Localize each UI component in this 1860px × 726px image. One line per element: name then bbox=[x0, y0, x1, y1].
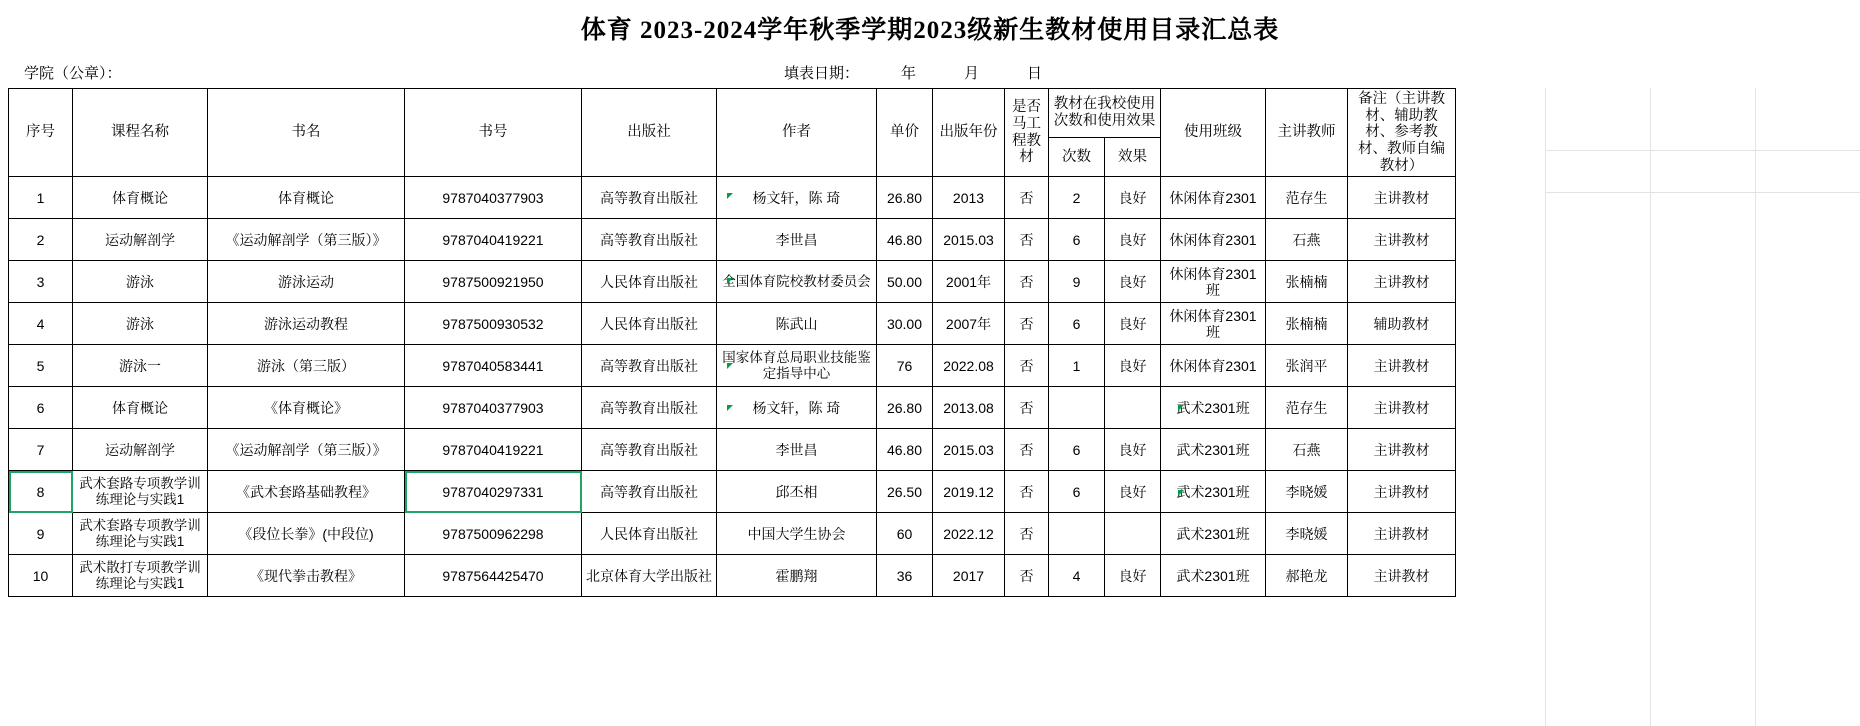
cell-isbn[interactable]: 9787500930532 bbox=[405, 303, 582, 345]
cell-publisher[interactable]: 北京体育大学出版社 bbox=[582, 555, 717, 597]
grid-hline bbox=[1545, 150, 1860, 151]
cell-pub-year[interactable]: 2015.03 bbox=[933, 219, 1005, 261]
comment-marker-icon bbox=[727, 405, 733, 411]
table-body bbox=[9, 177, 1456, 597]
table-row[interactable] bbox=[9, 513, 1456, 555]
cell-price[interactable]: 26.50 bbox=[877, 471, 933, 513]
cell-book[interactable]: 游泳（第三版） bbox=[208, 345, 405, 387]
cell-book[interactable]: 《运动解剖学（第三版）》 bbox=[208, 429, 405, 471]
cell-pub-year[interactable]: 2022.12 bbox=[933, 513, 1005, 555]
header-class: 使用班级 bbox=[1161, 89, 1266, 177]
header-remark: 备注（主讲教材、辅助教材、参考教材、教师自编教材） bbox=[1348, 89, 1456, 177]
cell-isbn[interactable]: 9787040377903 bbox=[405, 177, 582, 219]
page-title: 体育 2023-2024学年秋季学期2023级新生教材使用目录汇总表 bbox=[580, 17, 1280, 44]
cell-seq[interactable]: 10 bbox=[9, 555, 73, 597]
cell-remark[interactable]: 主讲教材 bbox=[1348, 471, 1456, 513]
cell-is-marx[interactable]: 否 bbox=[1005, 345, 1049, 387]
header-book: 书名 bbox=[208, 89, 405, 177]
cell-publisher[interactable]: 人民体育出版社 bbox=[582, 513, 717, 555]
comment-marker-icon bbox=[727, 193, 733, 199]
cell-book[interactable]: 《体育概论》 bbox=[208, 387, 405, 429]
cell-class[interactable]: 武术2301班 bbox=[1161, 555, 1266, 597]
cell-seq[interactable]: 6 bbox=[9, 387, 73, 429]
cell-class[interactable]: 武术2301班 bbox=[1161, 429, 1266, 471]
grid-vline bbox=[1755, 88, 1756, 726]
year-label: 年 bbox=[901, 64, 917, 82]
cell-seq[interactable]: 5 bbox=[9, 345, 73, 387]
comment-marker-icon bbox=[1178, 405, 1184, 411]
header-is-marx: 是否马工程教材 bbox=[1005, 89, 1049, 177]
cell-pub-year[interactable]: 2019.12 bbox=[933, 471, 1005, 513]
cell-book[interactable]: 体育概论 bbox=[208, 177, 405, 219]
cell-use-count[interactable]: 6 bbox=[1049, 219, 1105, 261]
cell-teacher[interactable]: 石燕 bbox=[1266, 219, 1348, 261]
cell-pub-year[interactable]: 2013 bbox=[933, 177, 1005, 219]
cell-price[interactable]: 76 bbox=[877, 345, 933, 387]
cell-use-effect[interactable]: 良好 bbox=[1105, 555, 1161, 597]
header-usage-group: 教材在我校使用次数和使用效果 bbox=[1049, 89, 1161, 138]
header-course: 课程名称 bbox=[73, 89, 208, 177]
cell-use-count[interactable] bbox=[1049, 387, 1105, 429]
cell-course[interactable]: 武术套路专项教学训练理论与实践1 bbox=[73, 513, 208, 555]
cell-is-marx[interactable]: 否 bbox=[1005, 471, 1049, 513]
textbook-catalog-table bbox=[8, 88, 1456, 597]
cell-use-count[interactable]: 9 bbox=[1049, 261, 1105, 303]
cell-use-count[interactable]: 2 bbox=[1049, 177, 1105, 219]
cell-publisher[interactable]: 高等教育出版社 bbox=[582, 219, 717, 261]
comment-marker-icon bbox=[727, 278, 733, 284]
table-row[interactable] bbox=[9, 303, 1456, 345]
cell-remark[interactable]: 主讲教材 bbox=[1348, 345, 1456, 387]
cell-publisher[interactable]: 人民体育出版社 bbox=[582, 303, 717, 345]
cell-isbn[interactable]: 9787040419221 bbox=[405, 219, 582, 261]
cell-course[interactable]: 游泳 bbox=[73, 261, 208, 303]
cell-use-count[interactable] bbox=[1049, 513, 1105, 555]
cell-author[interactable]: 国家体育总局职业技能鉴定指导中心 bbox=[717, 345, 877, 387]
fill-date-group bbox=[784, 62, 1042, 83]
cell-book[interactable]: 《段位长拳》(中段位) bbox=[208, 513, 405, 555]
cell-author[interactable]: 中国大学生协会 bbox=[717, 513, 877, 555]
month-label: 月 bbox=[964, 64, 980, 82]
cell-isbn[interactable]: 9787040297331 bbox=[405, 471, 582, 513]
cell-is-marx[interactable]: 否 bbox=[1005, 387, 1049, 429]
cell-use-effect[interactable]: 良好 bbox=[1105, 261, 1161, 303]
cell-isbn[interactable]: 9787564425470 bbox=[405, 555, 582, 597]
cell-remark[interactable]: 主讲教材 bbox=[1348, 555, 1456, 597]
cell-teacher[interactable]: 范存生 bbox=[1266, 177, 1348, 219]
table-row[interactable] bbox=[9, 555, 1456, 597]
grid-vline bbox=[1545, 88, 1546, 726]
cell-course[interactable]: 游泳 bbox=[73, 303, 208, 345]
cell-remark[interactable]: 主讲教材 bbox=[1348, 177, 1456, 219]
cell-price[interactable]: 60 bbox=[877, 513, 933, 555]
cell-teacher[interactable]: 张楠楠 bbox=[1266, 303, 1348, 345]
grid-vline bbox=[1650, 88, 1651, 726]
cell-isbn[interactable]: 9787500921950 bbox=[405, 261, 582, 303]
cell-publisher[interactable]: 高等教育出版社 bbox=[582, 429, 717, 471]
cell-isbn[interactable]: 9787500962298 bbox=[405, 513, 582, 555]
cell-use-count[interactable]: 1 bbox=[1049, 345, 1105, 387]
header-publisher: 出版社 bbox=[582, 89, 717, 177]
cell-seq[interactable]: 4 bbox=[9, 303, 73, 345]
table-header bbox=[9, 89, 1456, 177]
cell-pub-year[interactable]: 2007年 bbox=[933, 303, 1005, 345]
cell-price[interactable]: 46.80 bbox=[877, 219, 933, 261]
document-title-row bbox=[0, 0, 1860, 56]
cell-use-effect[interactable]: 良好 bbox=[1105, 345, 1161, 387]
cell-is-marx[interactable]: 否 bbox=[1005, 513, 1049, 555]
cell-use-effect[interactable]: 良好 bbox=[1105, 303, 1161, 345]
table-row[interactable] bbox=[9, 219, 1456, 261]
cell-price[interactable]: 26.80 bbox=[877, 387, 933, 429]
cell-use-effect[interactable]: 良好 bbox=[1105, 177, 1161, 219]
cell-use-effect[interactable]: 良好 bbox=[1105, 219, 1161, 261]
subheader-row bbox=[0, 56, 1860, 88]
cell-class[interactable]: 休闲体育2301 bbox=[1161, 219, 1266, 261]
cell-author[interactable]: 李世昌 bbox=[717, 429, 877, 471]
cell-course[interactable]: 武术散打专项教学训练理论与实践1 bbox=[73, 555, 208, 597]
cell-author[interactable]: 杨文轩，陈 琦 bbox=[717, 387, 877, 429]
cell-seq[interactable]: 1 bbox=[9, 177, 73, 219]
cell-book[interactable]: 《运动解剖学（第三版）》 bbox=[208, 219, 405, 261]
cell-teacher[interactable]: 李晓媛 bbox=[1266, 471, 1348, 513]
cell-teacher[interactable]: 李晓媛 bbox=[1266, 513, 1348, 555]
cell-publisher[interactable]: 高等教育出版社 bbox=[582, 345, 717, 387]
cell-pub-year[interactable]: 2017 bbox=[933, 555, 1005, 597]
header-pub-year: 出版年份 bbox=[933, 89, 1005, 177]
cell-is-marx[interactable]: 否 bbox=[1005, 429, 1049, 471]
cell-author[interactable]: 霍鹏翔 bbox=[717, 555, 877, 597]
cell-seq[interactable]: 2 bbox=[9, 219, 73, 261]
cell-is-marx[interactable]: 否 bbox=[1005, 555, 1049, 597]
cell-isbn[interactable]: 9787040377903 bbox=[405, 387, 582, 429]
fill-date-label: 填表日期： bbox=[784, 64, 860, 82]
cell-use-effect[interactable] bbox=[1105, 513, 1161, 555]
cell-author[interactable]: 杨文轩，陈 琦 bbox=[717, 177, 877, 219]
cell-price[interactable]: 50.00 bbox=[877, 261, 933, 303]
cell-price[interactable]: 36 bbox=[877, 555, 933, 597]
cell-pub-year[interactable]: 2001年 bbox=[933, 261, 1005, 303]
cell-use-count[interactable]: 4 bbox=[1049, 555, 1105, 597]
cell-isbn[interactable]: 9787040583441 bbox=[405, 345, 582, 387]
cell-course[interactable]: 运动解剖学 bbox=[73, 429, 208, 471]
header-isbn: 书号 bbox=[405, 89, 582, 177]
cell-publisher[interactable]: 高等教育出版社 bbox=[582, 177, 717, 219]
cell-remark[interactable]: 主讲教材 bbox=[1348, 429, 1456, 471]
cell-pub-year[interactable]: 2013.08 bbox=[933, 387, 1005, 429]
cell-use-count[interactable]: 6 bbox=[1049, 429, 1105, 471]
table-row[interactable] bbox=[9, 429, 1456, 471]
cell-teacher[interactable]: 张润平 bbox=[1266, 345, 1348, 387]
cell-is-marx[interactable]: 否 bbox=[1005, 303, 1049, 345]
cell-remark[interactable]: 主讲教材 bbox=[1348, 387, 1456, 429]
cell-pub-year[interactable]: 2022.08 bbox=[933, 345, 1005, 387]
header-teacher: 主讲教师 bbox=[1266, 89, 1348, 177]
cell-class[interactable]: 武术2301班 bbox=[1161, 471, 1266, 513]
day-label: 日 bbox=[1027, 64, 1043, 82]
org-stamp-label: 学院（公章）： bbox=[24, 64, 122, 82]
cell-teacher[interactable]: 石燕 bbox=[1266, 429, 1348, 471]
cell-book[interactable]: 游泳运动教程 bbox=[208, 303, 405, 345]
cell-use-count[interactable]: 6 bbox=[1049, 303, 1105, 345]
cell-class[interactable]: 武术2301班 bbox=[1161, 513, 1266, 555]
cell-class[interactable]: 休闲体育2301 bbox=[1161, 177, 1266, 219]
cell-author[interactable]: 李世昌 bbox=[717, 219, 877, 261]
cell-use-effect[interactable]: 良好 bbox=[1105, 471, 1161, 513]
cell-use-effect[interactable]: 良好 bbox=[1105, 429, 1161, 471]
header-use-effect: 效果 bbox=[1105, 137, 1161, 177]
cell-remark[interactable]: 辅助教材 bbox=[1348, 303, 1456, 345]
cell-is-marx[interactable]: 否 bbox=[1005, 177, 1049, 219]
cell-course[interactable]: 运动解剖学 bbox=[73, 219, 208, 261]
cell-author[interactable]: 陈武山 bbox=[717, 303, 877, 345]
cell-publisher[interactable]: 高等教育出版社 bbox=[582, 387, 717, 429]
cell-is-marx[interactable]: 否 bbox=[1005, 219, 1049, 261]
cell-class[interactable]: 休闲体育2301班 bbox=[1161, 303, 1266, 345]
header-author: 作者 bbox=[717, 89, 877, 177]
cell-remark[interactable]: 主讲教材 bbox=[1348, 261, 1456, 303]
cell-seq[interactable]: 8 bbox=[9, 471, 73, 513]
cell-publisher[interactable]: 人民体育出版社 bbox=[582, 261, 717, 303]
cell-book[interactable]: 《武术套路基础教程》 bbox=[208, 471, 405, 513]
header-use-count: 次数 bbox=[1049, 137, 1105, 177]
cell-remark[interactable]: 主讲教材 bbox=[1348, 513, 1456, 555]
cell-book[interactable]: 游泳运动 bbox=[208, 261, 405, 303]
cell-book[interactable]: 《现代拳击教程》 bbox=[208, 555, 405, 597]
cell-pub-year[interactable]: 2015.03 bbox=[933, 429, 1005, 471]
cell-teacher[interactable]: 张楠楠 bbox=[1266, 261, 1348, 303]
cell-seq[interactable]: 9 bbox=[9, 513, 73, 555]
header-row-top bbox=[9, 89, 1456, 138]
comment-marker-icon bbox=[1178, 490, 1184, 496]
cell-use-effect[interactable] bbox=[1105, 387, 1161, 429]
grid-hline bbox=[1545, 192, 1860, 193]
table-row[interactable] bbox=[9, 471, 1456, 513]
cell-class[interactable]: 武术2301班 bbox=[1161, 387, 1266, 429]
cell-use-count[interactable]: 6 bbox=[1049, 471, 1105, 513]
cell-course[interactable]: 体育概论 bbox=[73, 177, 208, 219]
cell-isbn[interactable]: 9787040419221 bbox=[405, 429, 582, 471]
comment-marker-icon bbox=[727, 363, 733, 369]
cell-author[interactable]: 全国体育院校教材委员会 bbox=[717, 261, 877, 303]
cell-class[interactable]: 休闲体育2301班 bbox=[1161, 261, 1266, 303]
cell-class[interactable]: 休闲体育2301 bbox=[1161, 345, 1266, 387]
cell-teacher[interactable]: 范存生 bbox=[1266, 387, 1348, 429]
header-price: 单价 bbox=[877, 89, 933, 177]
cell-course[interactable]: 武术套路专项教学训练理论与实践1 bbox=[73, 471, 208, 513]
cell-course[interactable]: 游泳一 bbox=[73, 345, 208, 387]
cell-seq[interactable]: 7 bbox=[9, 429, 73, 471]
cell-remark[interactable]: 主讲教材 bbox=[1348, 219, 1456, 261]
cell-publisher[interactable]: 高等教育出版社 bbox=[582, 471, 717, 513]
cell-price[interactable]: 26.80 bbox=[877, 177, 933, 219]
cell-course[interactable]: 体育概论 bbox=[73, 387, 208, 429]
cell-teacher[interactable]: 郝艳龙 bbox=[1266, 555, 1348, 597]
cell-is-marx[interactable]: 否 bbox=[1005, 261, 1049, 303]
header-seq: 序号 bbox=[9, 89, 73, 177]
cell-seq[interactable]: 3 bbox=[9, 261, 73, 303]
cell-author[interactable]: 邱丕相 bbox=[717, 471, 877, 513]
cell-price[interactable]: 30.00 bbox=[877, 303, 933, 345]
cell-price[interactable]: 46.80 bbox=[877, 429, 933, 471]
